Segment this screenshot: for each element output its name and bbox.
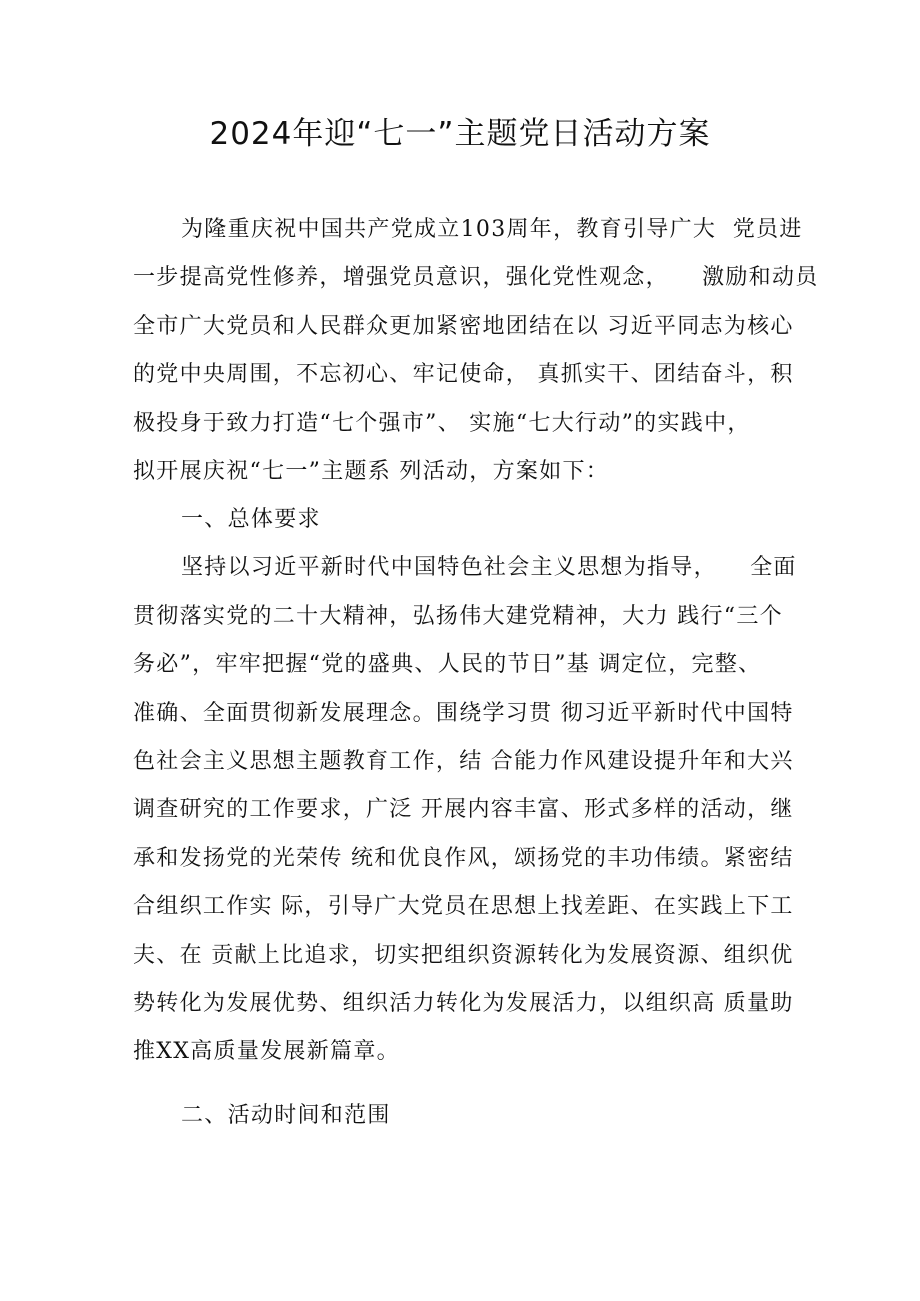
document-title: 2024年迎“七一”主题党日活动方案 xyxy=(209,116,711,152)
section1-line: 夫、在 贡献上比追求，切实把组织资源转化为发展资源、组织优 xyxy=(133,943,794,968)
intro-line: 一步提高党性修养，增强党员意识，强化党性观念， 激励和动员 xyxy=(133,265,819,290)
section-heading-general-requirements: 一、总体要求 xyxy=(181,507,321,532)
section1-line: 务必”，牢牢把握“党的盛典、人民的节日”基 调定位，完整、 xyxy=(133,652,762,677)
intro-line: 为隆重庆祝中国共产党成立103周年，教育引导广大 党员进 xyxy=(181,217,803,242)
section1-line: 调查研究的工作要求，广泛 开展内容丰富、形式多样的活动，继 xyxy=(133,797,794,822)
section1-line: 准确、全面贯彻新发展理念。围绕学习贯 彻习近平新时代中国特 xyxy=(133,701,794,726)
section1-line: 推XX高质量发展新篇章。 xyxy=(133,1039,400,1064)
section1-line: 坚持以习近平新时代中国特色社会主义思想为指导， 全面 xyxy=(181,555,797,580)
intro-line: 全市广大党员和人民群众更加紧密地团结在以 习近平同志为核心 xyxy=(133,314,794,339)
section1-line: 承和发扬党的光荣传 统和优良作风，颂扬党的丰功伟绩。紧密结 xyxy=(133,846,794,871)
section-heading-time-and-scope: 二、活动时间和范围 xyxy=(181,1103,391,1128)
section1-line: 贯彻落实党的二十大精神，弘扬伟大建党精神，大力 践行“三个 xyxy=(133,604,783,629)
section1-line: 合组织工作实 际，引导广大党员在思想上找差距、在实践上下工 xyxy=(133,894,794,919)
intro-line: 拟开展庆祝“七一”主题系 列活动，方案如下： xyxy=(133,459,610,484)
section1-line: 势转化为发展优势、组织活力转化为发展活力，以组织高 质量助 xyxy=(133,991,794,1016)
intro-line: 极投身于致力打造“七个强市”、 实施“七大行动”的实践中， xyxy=(133,411,751,436)
section1-line: 色社会主义思想主题教育工作，结 合能力作风建设提升年和大兴 xyxy=(133,749,794,774)
intro-line: 的党中央周围，不忘初心、牢记使命， 真抓实干、团结奋斗，积 xyxy=(133,362,794,387)
